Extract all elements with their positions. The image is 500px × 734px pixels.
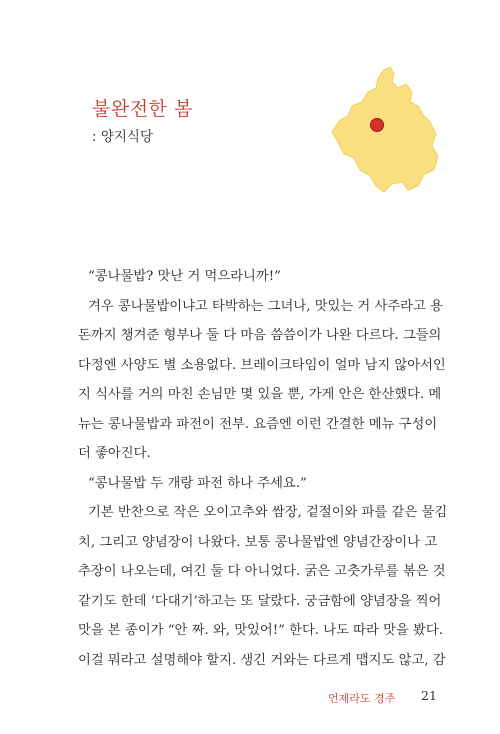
text-line: 이걸 뭐라고 설명해야 할지. 생긴 거와는 다르게 맵지도 않고, 감 [78,652,446,668]
text-line: 겨우 콩나물밥이냐고 타박하는 그녀나, 맛있는 거 사주라고 용 [88,298,443,314]
page-number: 21 [421,688,437,703]
text-line: “콩나물밥 두 개랑 파전 하나 주세요.” [88,475,307,491]
chapter-subtitle: : 양지식당 [92,129,154,145]
text-line: 추장이 나오는데, 여긴 둘 다 아니었다. 굵은 고춧가루를 볶은 것 [78,564,446,579]
text-line: 지 식사를 거의 마친 손님만 몇 있을 뿐, 가게 안은 한산했다. 메 [78,387,442,402]
chapter-title: 불완전한 봄 [92,98,193,120]
text-line: 맛을 본 종이가 “안 짜. 와, 맛있어!” 한다. 나도 따라 맛을 봤다. [78,623,443,638]
text-line: 뉴는 콩나물밥과 파전이 전부. 요즘엔 이런 간결한 메뉴 구성이 [78,416,438,432]
text-line: “콩나물밥? 맛난 거 먹으라니까!” [88,269,281,284]
text-line: 치, 그리고 양념장이 나왔다. 보통 콩나물밥엔 양념간장이나 고 [78,534,438,550]
text-line: 같기도 한데 ‘다대기’하고는 또 달랐다. 궁금함에 양념장을 찍어 [78,593,442,609]
text-line: 다정엔 사양도 별 소용없다. 브레이크타임이 얼마 남지 않아서인 [78,357,446,373]
region-map-icon [326,62,446,200]
text-line: 더 좋아진다. [78,446,151,461]
body-text [78,262,448,675]
text-line: 기본 반찬으로 작은 오이고추와 쌈장, 겉절이와 파를 같은 물김 [88,505,448,520]
location-marker-icon [371,119,384,132]
running-footer-title: 언제라도 경주 [328,692,396,705]
text-line: 돈까지 챙겨준 형부나 둘 다 마음 씀씀이가 나완 다르다. 그들의 [78,328,442,343]
region-map-shape [332,67,438,192]
